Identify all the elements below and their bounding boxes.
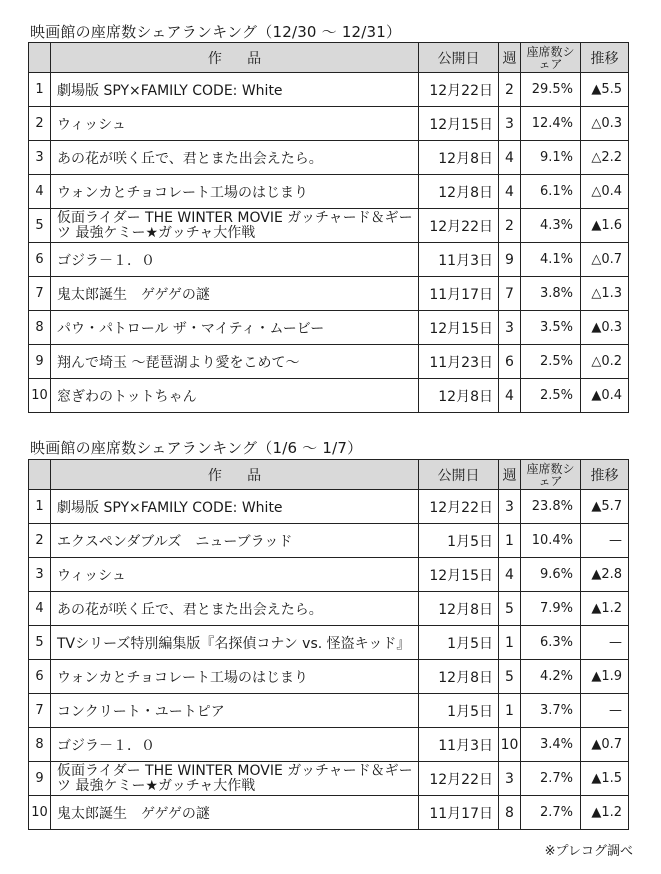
trend-cell: ▲1.9	[581, 660, 629, 694]
header-release: 公開日	[419, 460, 499, 490]
trend-cell: —	[581, 524, 629, 558]
rank-cell: 8	[29, 728, 51, 762]
header-title: 作品	[51, 460, 419, 490]
table-row	[29, 107, 629, 141]
week-cell: 1	[499, 524, 521, 558]
table-row	[29, 73, 629, 107]
week-cell: 7	[499, 277, 521, 311]
header-trend: 推移	[581, 43, 629, 73]
seat-share-cell: 12.4%	[521, 107, 581, 141]
table-row	[29, 592, 629, 626]
trend-cell: ▲0.7	[581, 728, 629, 762]
header-trend: 推移	[581, 460, 629, 490]
seat-share-cell: 3.7%	[521, 694, 581, 728]
seat-share-cell: 29.5%	[521, 73, 581, 107]
trend-cell: △2.2	[581, 141, 629, 175]
rank-cell: 9	[29, 762, 51, 796]
trend-cell: ▲0.4	[581, 379, 629, 413]
table-row	[29, 626, 629, 660]
rank-cell: 7	[29, 277, 51, 311]
release-date-cell: 1月5日	[419, 626, 499, 660]
trend-cell: △0.4	[581, 175, 629, 209]
header-release: 公開日	[419, 43, 499, 73]
rank-cell: 5	[29, 626, 51, 660]
title-cell: ゴジラ－１．０	[51, 728, 419, 762]
seat-share-cell: 9.6%	[521, 558, 581, 592]
week-cell: 4	[499, 379, 521, 413]
rank-cell: 3	[29, 141, 51, 175]
week-cell: 3	[499, 311, 521, 345]
seat-share-cell: 9.1%	[521, 141, 581, 175]
title-cell: ウィッシュ	[51, 107, 419, 141]
table-row	[29, 694, 629, 728]
week-cell: 3	[499, 762, 521, 796]
week-cell: 10	[499, 728, 521, 762]
seat-share-cell: 3.8%	[521, 277, 581, 311]
rank-cell: 4	[29, 175, 51, 209]
rank-cell: 10	[29, 796, 51, 830]
release-date-cell: 12月22日	[419, 73, 499, 107]
week-cell: 1	[499, 694, 521, 728]
week-cell: 5	[499, 592, 521, 626]
ranking2-table	[28, 459, 629, 830]
week-cell: 1	[499, 626, 521, 660]
header-week: 週	[499, 43, 521, 73]
seat-share-cell: 2.7%	[521, 796, 581, 830]
title-cell: 窓ぎわのトットちゃん	[51, 379, 419, 413]
table-row	[29, 277, 629, 311]
title-cell: 劇場版 SPY×FAMILY CODE: White	[51, 490, 419, 524]
table-row	[29, 796, 629, 830]
title-cell: TVシリーズ特別編集版『名探偵コナン vs. 怪盗キッド』	[51, 626, 419, 660]
trend-cell: ▲1.2	[581, 796, 629, 830]
week-cell: 8	[499, 796, 521, 830]
release-date-cell: 11月17日	[419, 796, 499, 830]
release-date-cell: 12月15日	[419, 107, 499, 141]
title-cell: 鬼太郎誕生 ゲゲゲの謎	[51, 277, 419, 311]
rank-cell: 6	[29, 243, 51, 277]
header-share: 座席数シェア	[521, 460, 581, 490]
week-cell: 4	[499, 558, 521, 592]
rank-cell: 2	[29, 107, 51, 141]
table-row	[29, 490, 629, 524]
header-title: 作品	[51, 43, 419, 73]
trend-cell: ▲2.8	[581, 558, 629, 592]
release-date-cell: 1月5日	[419, 694, 499, 728]
release-date-cell: 12月22日	[419, 762, 499, 796]
release-date-cell: 12月8日	[419, 175, 499, 209]
release-date-cell: 12月8日	[419, 379, 499, 413]
source-footnote: ※プレコグ調べ	[544, 844, 633, 859]
header-rank	[29, 460, 51, 490]
seat-share-cell: 3.4%	[521, 728, 581, 762]
table-header-row	[29, 460, 629, 490]
title-cell: 仮面ライダー THE WINTER MOVIE ガッチャード＆ギーツ 最強ケミー★ガッチャ大作戦	[51, 762, 419, 796]
rank-cell: 8	[29, 311, 51, 345]
title-cell: あの花が咲く丘で、君とまた出会えたら。	[51, 141, 419, 175]
title-cell: 鬼太郎誕生 ゲゲゲの謎	[51, 796, 419, 830]
release-date-cell: 11月3日	[419, 728, 499, 762]
title-cell: 劇場版 SPY×FAMILY CODE: White	[51, 73, 419, 107]
header-week: 週	[499, 460, 521, 490]
table-row	[29, 762, 629, 796]
ranking1-table	[28, 42, 629, 413]
table-header-row	[29, 43, 629, 73]
table-row	[29, 243, 629, 277]
seat-share-cell: 6.3%	[521, 626, 581, 660]
seat-share-cell: 4.3%	[521, 209, 581, 243]
table-row	[29, 141, 629, 175]
week-cell: 3	[499, 490, 521, 524]
seat-share-cell: 23.8%	[521, 490, 581, 524]
title-cell: ゴジラ－１．０	[51, 243, 419, 277]
title-cell: コンクリート・ユートピア	[51, 694, 419, 728]
table-row	[29, 311, 629, 345]
seat-share-cell: 6.1%	[521, 175, 581, 209]
title-cell: ウォンカとチョコレート工場のはじまり	[51, 175, 419, 209]
release-date-cell: 11月23日	[419, 345, 499, 379]
rank-cell: 3	[29, 558, 51, 592]
week-cell: 6	[499, 345, 521, 379]
trend-cell: △0.2	[581, 345, 629, 379]
rank-cell: 10	[29, 379, 51, 413]
rank-cell: 7	[29, 694, 51, 728]
header-rank	[29, 43, 51, 73]
table-row	[29, 524, 629, 558]
release-date-cell: 12月22日	[419, 490, 499, 524]
rank-cell: 6	[29, 660, 51, 694]
title-cell: あの花が咲く丘で、君とまた出会えたら。	[51, 592, 419, 626]
title-cell: ウィッシュ	[51, 558, 419, 592]
rank-cell: 1	[29, 73, 51, 107]
seat-share-cell: 4.1%	[521, 243, 581, 277]
title-cell: エクスペンダブルズ ニューブラッド	[51, 524, 419, 558]
seat-share-cell: 3.5%	[521, 311, 581, 345]
trend-cell: ▲1.5	[581, 762, 629, 796]
table-row	[29, 175, 629, 209]
week-cell: 2	[499, 209, 521, 243]
release-date-cell: 12月8日	[419, 592, 499, 626]
trend-cell: ▲5.5	[581, 73, 629, 107]
week-cell: 4	[499, 175, 521, 209]
table-row	[29, 345, 629, 379]
ranking2-title: 映画館の座席数シェアランキング（1/6 ～ 1/7）	[30, 439, 363, 457]
ranking1-title: 映画館の座席数シェアランキング（12/30 ～ 12/31）	[30, 23, 402, 41]
header-share: 座席数シェア	[521, 43, 581, 73]
release-date-cell: 11月17日	[419, 277, 499, 311]
table-row	[29, 660, 629, 694]
week-cell: 9	[499, 243, 521, 277]
title-cell: 仮面ライダー THE WINTER MOVIE ガッチャード＆ギーツ 最強ケミー★ガッチャ大作戦	[51, 209, 419, 243]
seat-share-cell: 2.7%	[521, 762, 581, 796]
rank-cell: 1	[29, 490, 51, 524]
release-date-cell: 1月5日	[419, 524, 499, 558]
trend-cell: △0.3	[581, 107, 629, 141]
trend-cell: △1.3	[581, 277, 629, 311]
title-cell: パウ・パトロール ザ・マイティ・ムービー	[51, 311, 419, 345]
release-date-cell: 12月8日	[419, 660, 499, 694]
release-date-cell: 12月15日	[419, 311, 499, 345]
week-cell: 5	[499, 660, 521, 694]
seat-share-cell: 10.4%	[521, 524, 581, 558]
rank-cell: 9	[29, 345, 51, 379]
title-cell: ウォンカとチョコレート工場のはじまり	[51, 660, 419, 694]
release-date-cell: 12月8日	[419, 141, 499, 175]
title-cell: 翔んで埼玉 ～琵琶湖より愛をこめて～	[51, 345, 419, 379]
week-cell: 2	[499, 73, 521, 107]
trend-cell: ▲1.2	[581, 592, 629, 626]
table-row	[29, 558, 629, 592]
trend-cell: —	[581, 694, 629, 728]
rank-cell: 2	[29, 524, 51, 558]
release-date-cell: 12月15日	[419, 558, 499, 592]
trend-cell: ▲1.6	[581, 209, 629, 243]
trend-cell: △0.7	[581, 243, 629, 277]
seat-share-cell: 2.5%	[521, 379, 581, 413]
trend-cell: —	[581, 626, 629, 660]
release-date-cell: 12月22日	[419, 209, 499, 243]
rank-cell: 4	[29, 592, 51, 626]
table-row	[29, 379, 629, 413]
seat-share-cell: 7.9%	[521, 592, 581, 626]
table-row	[29, 209, 629, 243]
rank-cell: 5	[29, 209, 51, 243]
release-date-cell: 11月3日	[419, 243, 499, 277]
trend-cell: ▲0.3	[581, 311, 629, 345]
week-cell: 4	[499, 141, 521, 175]
seat-share-cell: 2.5%	[521, 345, 581, 379]
table-row	[29, 728, 629, 762]
trend-cell: ▲5.7	[581, 490, 629, 524]
seat-share-cell: 4.2%	[521, 660, 581, 694]
week-cell: 3	[499, 107, 521, 141]
